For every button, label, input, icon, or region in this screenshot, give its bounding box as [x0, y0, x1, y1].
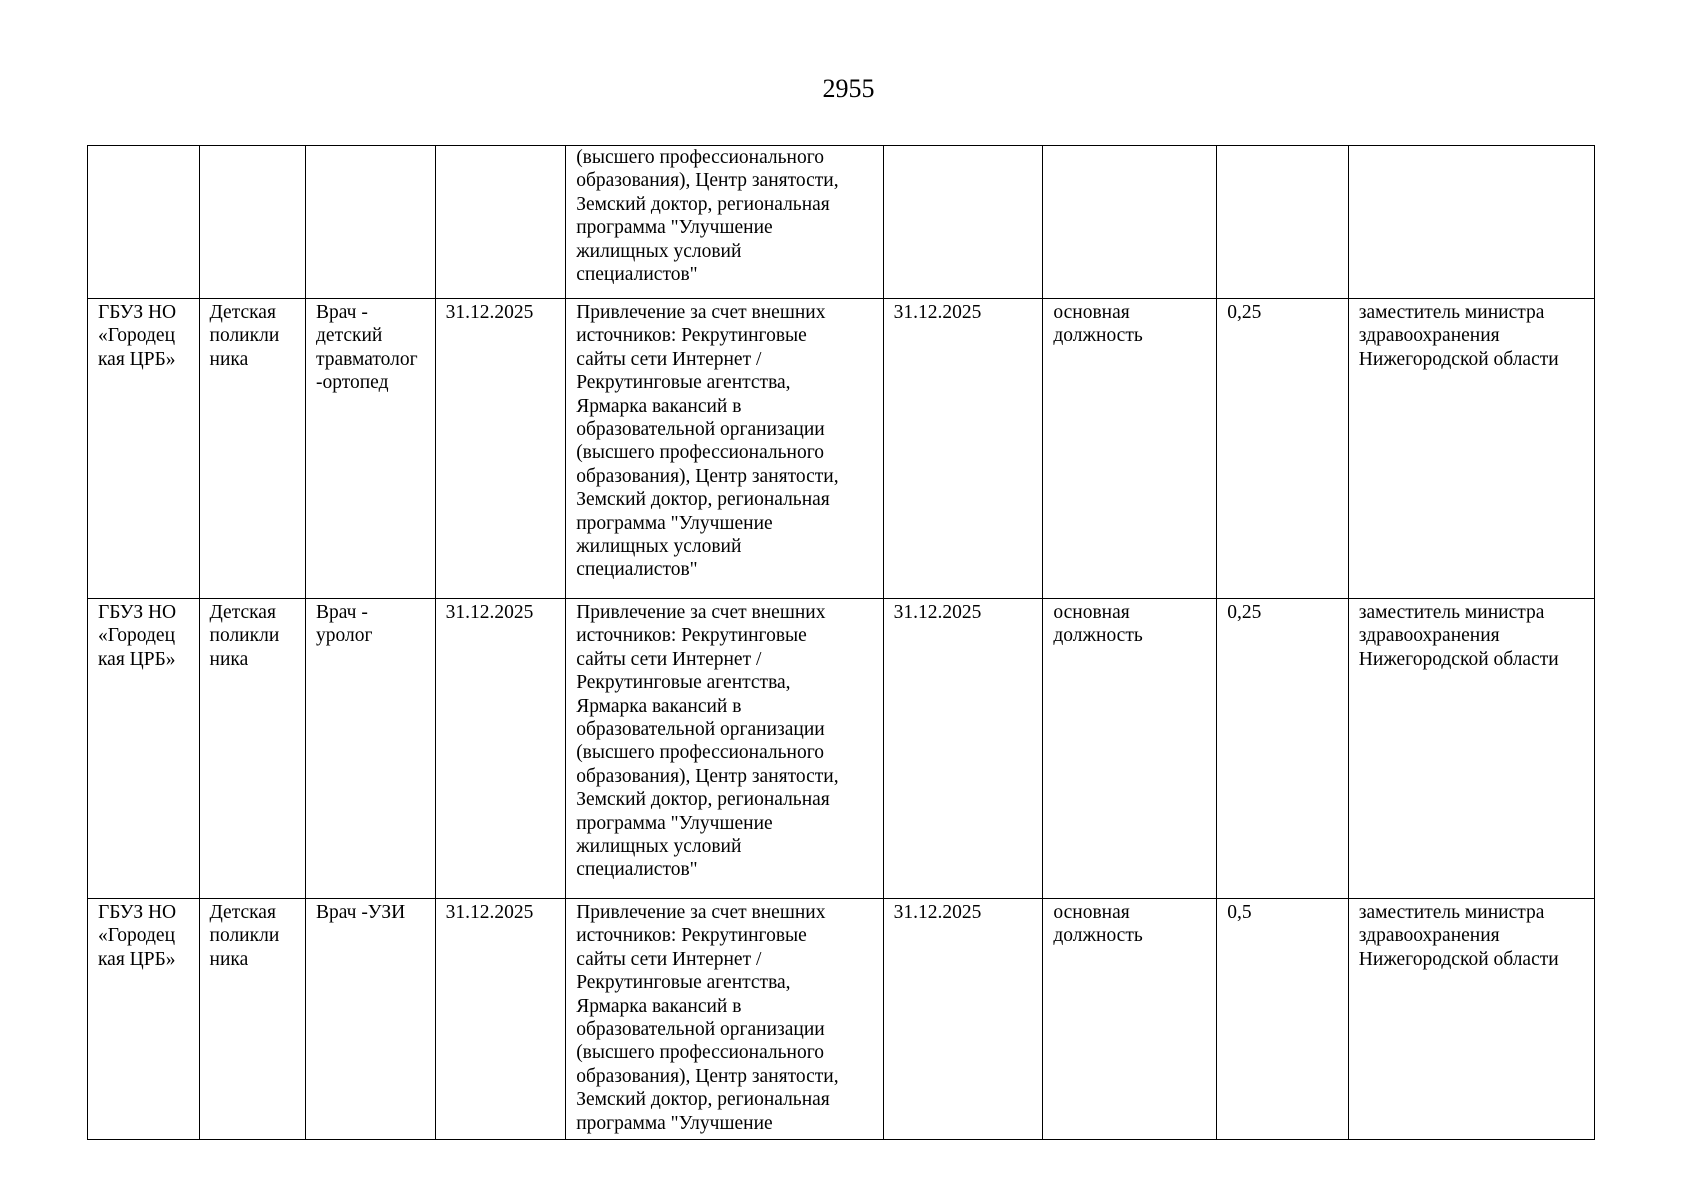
date1-cell: 31.12.2025 — [435, 299, 566, 599]
position-type-cell: основная должность — [1043, 899, 1217, 1140]
table-row-continuation — [88, 146, 1595, 299]
department-cell: Детская поликли ника — [199, 299, 305, 599]
table-cell — [306, 146, 436, 299]
date1-cell: 31.12.2025 — [435, 899, 566, 1140]
department-cell: Детская поликли ника — [199, 599, 305, 899]
rate-cell: 0,25 — [1217, 299, 1349, 599]
rate-cell: 0,5 — [1217, 899, 1349, 1140]
vacancy-table — [87, 145, 1595, 1140]
table-row — [88, 599, 1595, 899]
table-cell — [883, 146, 1043, 299]
source-cell: Привлечение за счет внешних источников: Рекрутинговые сайты сети Интернет / Рекрутинговые агентства, Ярмарка вакансий в образовательной организации (высшего профессионального образования), Центр занятости, Земский доктор, региональная программа "Улучшение жилищных условий специалистов" — [566, 599, 883, 899]
table-row — [88, 299, 1595, 599]
source-cell: Привлечение за счет внешних источников: Рекрутинговые сайты сети Интернет / Рекрутинговые агентства, Ярмарка вакансий в образовательной организации (высшего профессионального образования), Центр занятости, Земский доктор, региональная программа "Улучшение — [566, 899, 883, 1140]
page-number: 2955 — [822, 74, 875, 103]
responsible-cell: заместитель министра здравоохранения Нижегородской области — [1348, 899, 1594, 1140]
table-row — [88, 899, 1595, 1140]
table-cell — [1043, 146, 1217, 299]
table-cell — [88, 146, 200, 299]
table-cell — [199, 146, 305, 299]
date2-cell: 31.12.2025 — [883, 899, 1043, 1140]
responsible-cell: заместитель министра здравоохранения Нижегородской области — [1348, 299, 1594, 599]
organization-cell: ГБУЗ НО «Городец кая ЦРБ» — [88, 299, 200, 599]
position-cell: Врач - уролог — [306, 599, 436, 899]
date2-cell: 31.12.2025 — [883, 299, 1043, 599]
date1-cell: 31.12.2025 — [435, 599, 566, 899]
date2-cell: 31.12.2025 — [883, 599, 1043, 899]
responsible-cell: заместитель министра здравоохранения Нижегородской области — [1348, 599, 1594, 899]
table-cell — [1217, 146, 1349, 299]
department-cell: Детская поликли ника — [199, 899, 305, 1140]
position-cell: Врач -УЗИ — [306, 899, 436, 1140]
source-cell: Привлечение за счет внешних источников: Рекрутинговые сайты сети Интернет / Рекрутинговые агентства, Ярмарка вакансий в образовательной организации (высшего профессионального образования), Центр занятости, Земский доктор, региональная программа "Улучшение жилищных условий специалистов" — [566, 299, 883, 599]
position-cell: Врач - детский травматолог -ортопед — [306, 299, 436, 599]
rate-cell: 0,25 — [1217, 599, 1349, 899]
table-cell — [1348, 146, 1594, 299]
organization-cell: ГБУЗ НО «Городец кая ЦРБ» — [88, 599, 200, 899]
table-cell — [435, 146, 566, 299]
position-type-cell: основная должность — [1043, 599, 1217, 899]
position-type-cell: основная должность — [1043, 299, 1217, 599]
organization-cell: ГБУЗ НО «Городец кая ЦРБ» — [88, 899, 200, 1140]
source-cell: (высшего профессионального образования), Центр занятости, Земский доктор, региональная программа "Улучшение жилищных условий специалистов" — [566, 146, 883, 299]
